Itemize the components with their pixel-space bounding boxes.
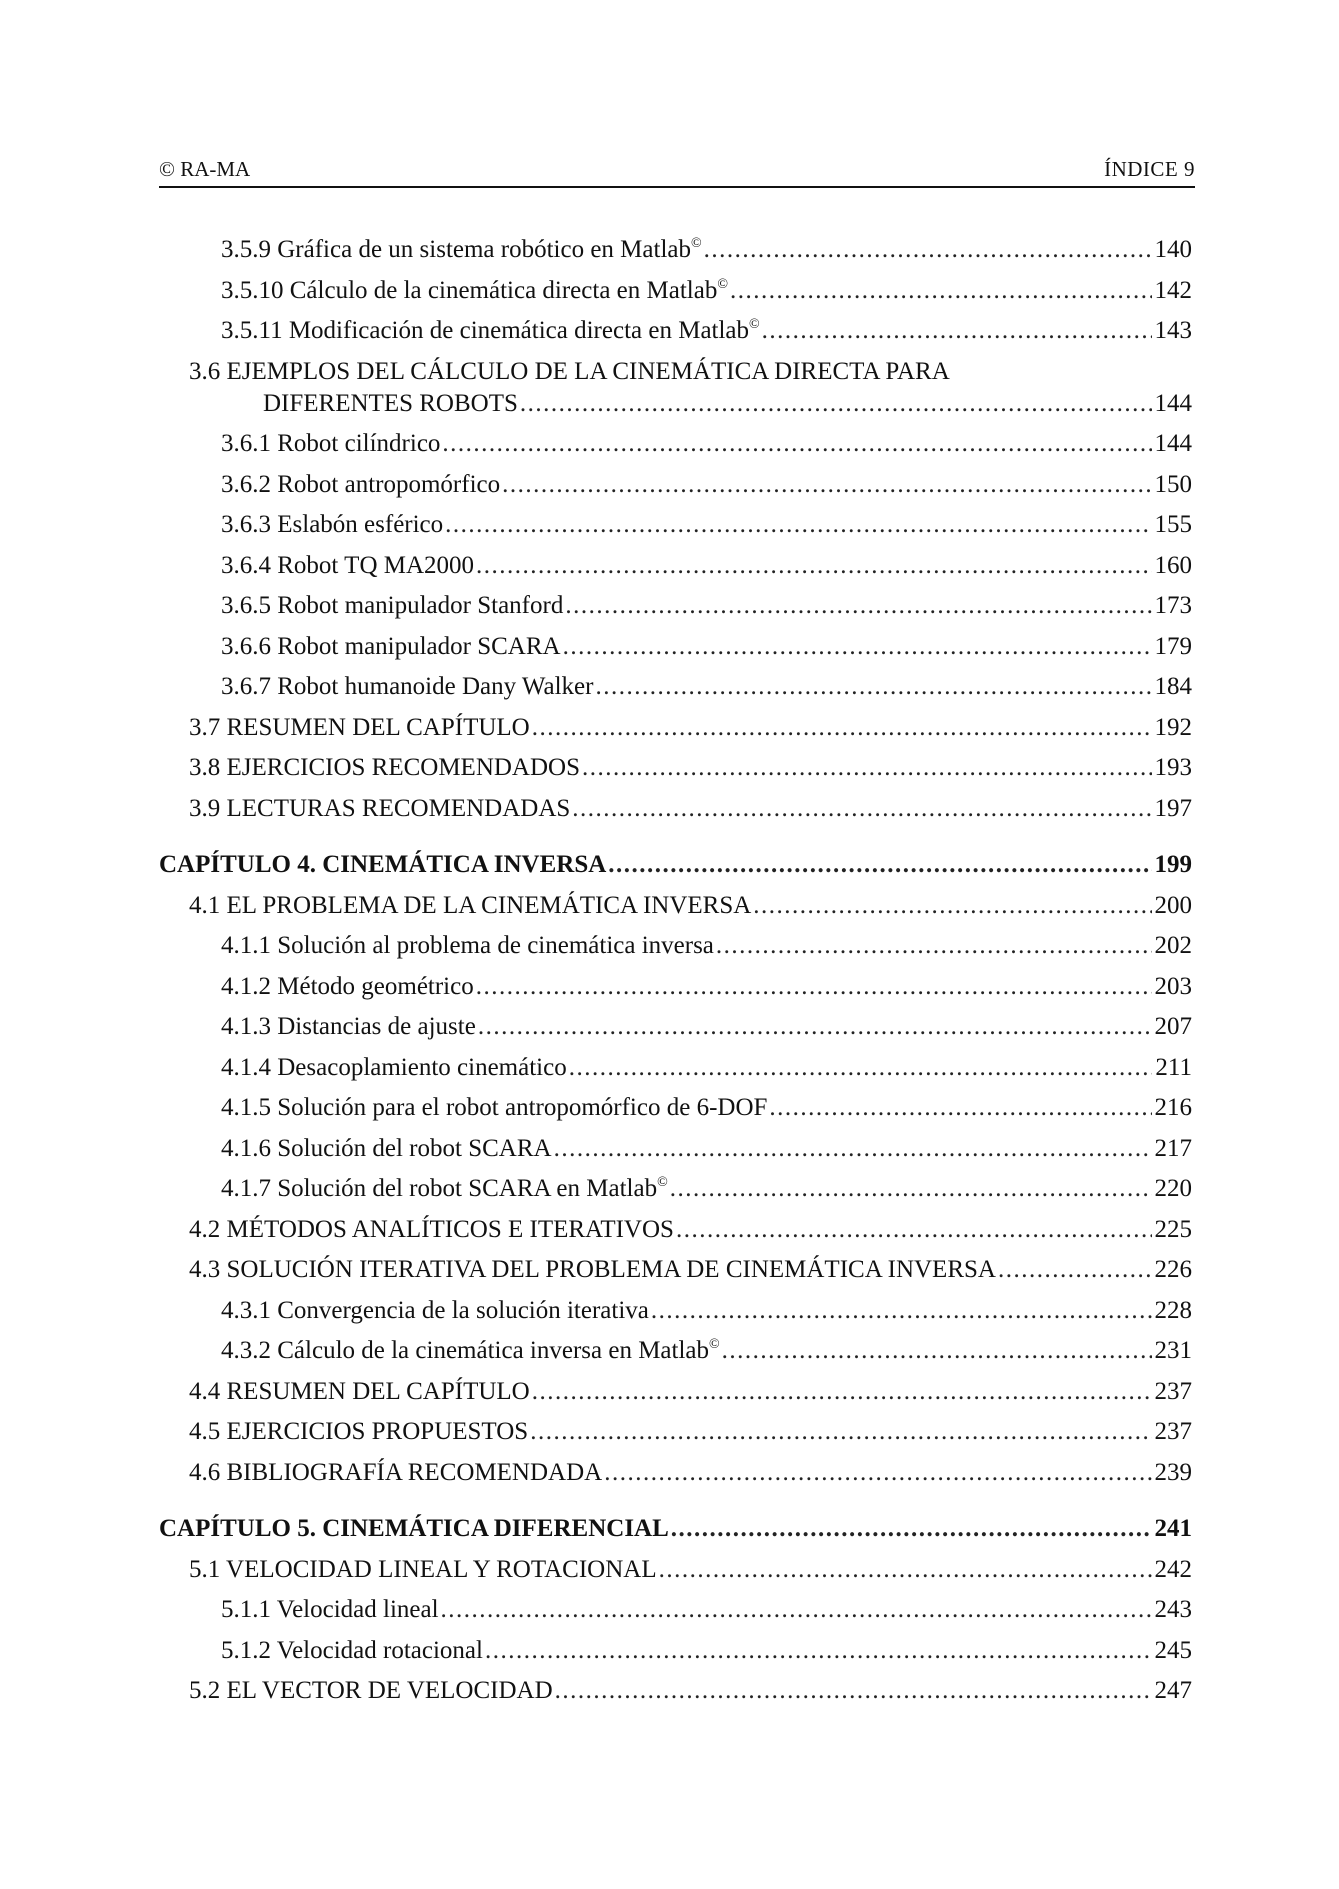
leader-dots <box>704 236 1152 264</box>
toc-entry-label <box>221 1337 720 1365</box>
leader-dots <box>659 1556 1152 1584</box>
toc-page-number: 225 <box>1154 1215 1192 1243</box>
toc-entry[interactable] <box>159 1135 1192 1176</box>
leader-dots <box>716 932 1152 960</box>
toc-entry[interactable] <box>159 932 1192 973</box>
toc-entry-text: 3.6.5 Robot manipulador Stanford <box>221 592 564 619</box>
toc-entry[interactable] <box>159 552 1192 593</box>
leader-dots <box>476 552 1152 580</box>
leader-dots <box>569 1054 1152 1082</box>
leader-dots <box>441 1596 1152 1624</box>
toc-entry[interactable] <box>159 673 1192 714</box>
toc-entry[interactable] <box>159 714 1192 755</box>
toc-entry-text: 4.3.1 Convergencia de la solución iterativa <box>221 1296 649 1324</box>
toc-entry-label <box>189 1256 996 1284</box>
toc-page-number: 242 <box>1154 1555 1192 1583</box>
toc-entry-label <box>189 754 580 782</box>
toc-entry-label <box>221 1297 649 1325</box>
toc-entry-text: 5.1 VELOCIDAD LINEAL Y ROTACIONAL <box>189 1555 657 1583</box>
toc-entry-label <box>189 892 751 920</box>
toc-page-number: 247 <box>1154 1677 1192 1704</box>
leader-dots <box>485 1637 1152 1665</box>
leader-dots <box>530 1418 1152 1446</box>
leader-dots <box>502 471 1152 499</box>
toc-entry-label <box>221 1054 567 1082</box>
toc-page-number: 199 <box>1154 851 1192 878</box>
toc-page-number: 200 <box>1154 891 1192 919</box>
toc-page-number: 220 <box>1154 1175 1192 1202</box>
toc-entry-label <box>221 471 500 499</box>
leader-dots <box>532 714 1152 742</box>
copyright-mark: © <box>717 276 728 292</box>
toc-entry-text: 3.6.6 Robot manipulador SCARA <box>221 632 561 660</box>
toc-entry-text: 3.8 EJERCICIOS RECOMENDADOS <box>189 754 581 781</box>
toc-entry-text: 4.1.3 Distancias de ajuste <box>221 1013 476 1040</box>
toc-page-number: 179 <box>1154 632 1192 660</box>
page-header-title: ÍNDICE 9 <box>1104 157 1195 181</box>
toc-entry[interactable] <box>159 1175 1192 1216</box>
leader-dots <box>651 1297 1152 1325</box>
toc-entry[interactable] <box>159 1256 1192 1297</box>
toc-entry-label <box>221 673 593 701</box>
toc-entry-text: 4.2 MÉTODOS ANALÍTICOS E ITERATIVOS <box>189 1215 674 1243</box>
toc-page-number: 216 <box>1154 1094 1192 1121</box>
toc-chapter-entry[interactable] <box>159 1515 1192 1556</box>
leader-dots <box>769 1094 1152 1122</box>
toc-entry-label <box>221 973 474 1001</box>
toc-entry[interactable] <box>159 973 1192 1014</box>
toc-entry-text: 5.2 EL VECTOR DE VELOCIDAD <box>189 1677 553 1704</box>
toc-page-number: 217 <box>1154 1134 1192 1162</box>
toc-entry[interactable] <box>159 358 1192 390</box>
toc-page-number: 143 <box>1154 317 1192 344</box>
toc-page-number: 239 <box>1154 1458 1192 1486</box>
toc-entry-label <box>189 1418 528 1446</box>
copyright-mark: © <box>709 1337 720 1352</box>
toc-page-number: 241 <box>1154 1515 1192 1542</box>
toc-entry[interactable] <box>159 1216 1192 1257</box>
toc-entry[interactable] <box>159 795 1192 836</box>
toc-chapter-entry[interactable] <box>159 851 1192 892</box>
toc-entry-text: 4.1.2 Método geométrico <box>221 972 474 1000</box>
toc-entry-text: 4.1.7 Solución del robot SCARA en Matlab <box>221 1175 658 1202</box>
toc-page-number: 144 <box>1154 389 1192 417</box>
leader-dots <box>555 1677 1152 1705</box>
toc-page-number: 202 <box>1154 932 1192 959</box>
toc-entry-text: 3.6.1 Robot cilíndrico <box>221 430 441 457</box>
toc-entry-text: 4.1 EL PROBLEMA DE LA CINEMÁTICA INVERSA <box>189 891 752 919</box>
toc-entry-text: 3.6.3 Eslabón esférico <box>221 511 444 538</box>
toc-entry[interactable] <box>159 511 1192 552</box>
toc-page-number: 155 <box>1154 511 1192 538</box>
copyright-mark: © <box>691 236 702 251</box>
toc-entry-label <box>159 851 606 879</box>
leader-dots <box>478 1013 1152 1041</box>
toc-entry-text: 4.3.2 Cálculo de la cinemática inversa en Matlab <box>221 1337 710 1364</box>
leader-dots <box>608 851 1152 879</box>
toc-entry-label <box>189 1378 530 1406</box>
toc-entry-label: 3.6 EJEMPLOS DEL CÁLCULO DE LA CINEMÁTICA DIRECTA PARA <box>189 357 950 385</box>
toc-entry-text: 4.1.4 Desacoplamiento cinemático <box>221 1053 567 1081</box>
toc-page-number: 203 <box>1154 972 1192 1000</box>
toc-entry-label <box>221 633 561 661</box>
toc-entry[interactable] <box>159 754 1192 795</box>
toc-page-number: 140 <box>1154 236 1192 263</box>
leader-dots <box>671 1515 1152 1543</box>
toc-page-number: 245 <box>1154 1636 1192 1664</box>
toc-page-number: 173 <box>1154 592 1192 619</box>
toc-page-number: 243 <box>1154 1596 1192 1623</box>
toc-entry-text: 4.3 SOLUCIÓN ITERATIVA DEL PROBLEMA DE CINEMÁTICA INVERSA <box>189 1256 996 1283</box>
toc-entry[interactable] <box>159 471 1192 512</box>
toc-entry-label <box>221 1094 767 1122</box>
toc-entry-label <box>221 592 563 620</box>
toc-entry-label <box>221 1013 476 1041</box>
toc-entry[interactable] <box>159 317 1192 358</box>
toc-entry[interactable] <box>159 633 1192 674</box>
toc-page-number: 144 <box>1154 430 1192 457</box>
toc-entry-text: 4.5 EJERCICIOS PROPUESTOS <box>189 1418 529 1445</box>
toc-entry-text: 3.5.9 Gráfica de un sistema robótico en Matlab <box>221 236 691 263</box>
toc-entry[interactable] <box>159 430 1192 471</box>
toc-entry-label <box>189 1677 553 1705</box>
toc-entry-text: 4.1.1 Solución al problema de cinemática inversa <box>221 932 714 959</box>
toc-page-number: 237 <box>1154 1418 1192 1445</box>
toc-entry-text: CAPÍTULO 4. CINEMÁTICA INVERSA <box>159 851 607 878</box>
toc-page-number: 184 <box>1154 673 1192 700</box>
toc-entry-label <box>189 1459 602 1487</box>
leader-dots <box>520 390 1152 418</box>
toc-page-number: 211 <box>1155 1053 1192 1081</box>
leader-dots <box>532 1378 1152 1406</box>
toc-entry-label <box>221 430 440 458</box>
leader-dots <box>476 973 1152 1001</box>
toc-entry-label <box>189 795 570 823</box>
toc-entry-label <box>221 1135 552 1163</box>
toc-entry[interactable] <box>159 1013 1192 1054</box>
toc-entry[interactable] <box>159 1378 1192 1419</box>
toc-entry[interactable] <box>159 1596 1192 1637</box>
toc-entry[interactable] <box>159 1337 1192 1378</box>
toc-page-number: 228 <box>1154 1296 1192 1324</box>
toc-page-number: 192 <box>1154 713 1192 741</box>
table-of-contents <box>159 236 1192 1718</box>
toc-entry-text: 4.4 RESUMEN DEL CAPÍTULO <box>189 1377 530 1405</box>
toc-page-number: 142 <box>1154 276 1192 304</box>
toc-entry[interactable] <box>159 892 1192 933</box>
leader-dots <box>676 1216 1152 1244</box>
toc-entry-text: 4.1.5 Solución para el robot antropomórfico de 6-DOF <box>221 1094 768 1121</box>
toc-entry-label <box>189 1216 674 1244</box>
copyright-mark: © <box>657 1175 668 1190</box>
toc-entry-text: 5.1.2 Velocidad rotacional <box>221 1636 483 1664</box>
toc-entry-label <box>221 277 728 305</box>
toc-entry-label <box>189 714 530 742</box>
toc-entry-label <box>221 552 474 580</box>
leader-dots <box>604 1459 1152 1487</box>
toc-entry[interactable] <box>159 236 1192 277</box>
toc-entry-text: 3.5.10 Cálculo de la cinemática directa en Matlab <box>221 276 718 304</box>
toc-entry[interactable] <box>159 1556 1192 1597</box>
toc-entry-text: 3.6.7 Robot humanoide Dany Walker <box>221 673 594 700</box>
leader-dots <box>595 673 1152 701</box>
toc-page-number: 237 <box>1154 1377 1192 1405</box>
toc-entry-text: 4.6 BIBLIOGRAFÍA RECOMENDADA <box>189 1458 603 1486</box>
toc-entry[interactable] <box>159 1054 1192 1095</box>
leader-dots <box>554 1135 1152 1163</box>
toc-page-number: 160 <box>1154 551 1192 579</box>
leader-dots <box>563 633 1152 661</box>
toc-entry-label <box>221 511 443 539</box>
leader-dots <box>445 511 1152 539</box>
toc-page-number: 207 <box>1154 1013 1192 1040</box>
toc-page-number: 226 <box>1154 1256 1192 1283</box>
toc-entry-label-continued: DIFERENTES ROBOTS <box>263 389 518 417</box>
leader-dots <box>730 277 1152 305</box>
toc-entry[interactable] <box>159 1637 1192 1678</box>
toc-entry-text: 3.9 LECTURAS RECOMENDADAS <box>189 794 571 822</box>
toc-entry-text: 4.1.6 Solución del robot SCARA <box>221 1134 552 1162</box>
toc-entry-label <box>221 932 714 960</box>
toc-entry-label <box>221 1596 439 1624</box>
toc-entry-text: 3.7 RESUMEN DEL CAPÍTULO <box>189 713 530 741</box>
leader-dots <box>998 1256 1152 1284</box>
toc-page-number: 193 <box>1154 754 1192 781</box>
toc-entry-label <box>221 317 760 345</box>
leader-dots <box>565 592 1152 620</box>
toc-entry-text: 3.6.4 Robot TQ MA2000 <box>221 551 475 579</box>
leader-dots <box>582 754 1152 782</box>
toc-entry[interactable] <box>159 277 1192 318</box>
toc-entry-text: CAPÍTULO 5. CINEMÁTICA DIFERENCIAL <box>159 1515 669 1542</box>
toc-page-number: 231 <box>1154 1337 1192 1364</box>
toc-entry-text: 3.5.11 Modificación de cinemática directa en Matlab <box>221 317 750 344</box>
toc-entry[interactable] <box>159 592 1192 633</box>
running-header <box>159 158 1195 188</box>
toc-entry[interactable] <box>159 1677 1192 1718</box>
publisher-mark: © RA-MA <box>159 157 251 181</box>
toc-entry[interactable] <box>159 1297 1192 1338</box>
toc-entry[interactable] <box>159 1418 1192 1459</box>
leader-dots <box>762 317 1152 345</box>
toc-entry[interactable] <box>159 1094 1192 1135</box>
toc-entry[interactable] <box>159 390 1192 431</box>
toc-entry-label <box>189 1556 657 1584</box>
leader-dots <box>722 1337 1152 1365</box>
leader-dots <box>670 1175 1152 1203</box>
leader-dots <box>753 892 1152 920</box>
toc-entry-text: 3.6.2 Robot antropomórfico <box>221 470 501 498</box>
toc-entry-text: 5.1.1 Velocidad lineal <box>221 1596 439 1623</box>
toc-entry-label <box>221 1175 668 1203</box>
toc-entry-label <box>159 1515 669 1543</box>
toc-page-number: 197 <box>1154 794 1192 822</box>
toc-entry[interactable] <box>159 1459 1192 1500</box>
copyright-mark: © <box>749 317 760 332</box>
toc-entry-label <box>221 1637 483 1665</box>
leader-dots <box>572 795 1152 823</box>
toc-entry-label <box>221 236 702 264</box>
leader-dots <box>442 430 1152 458</box>
toc-page-number: 150 <box>1154 470 1192 498</box>
